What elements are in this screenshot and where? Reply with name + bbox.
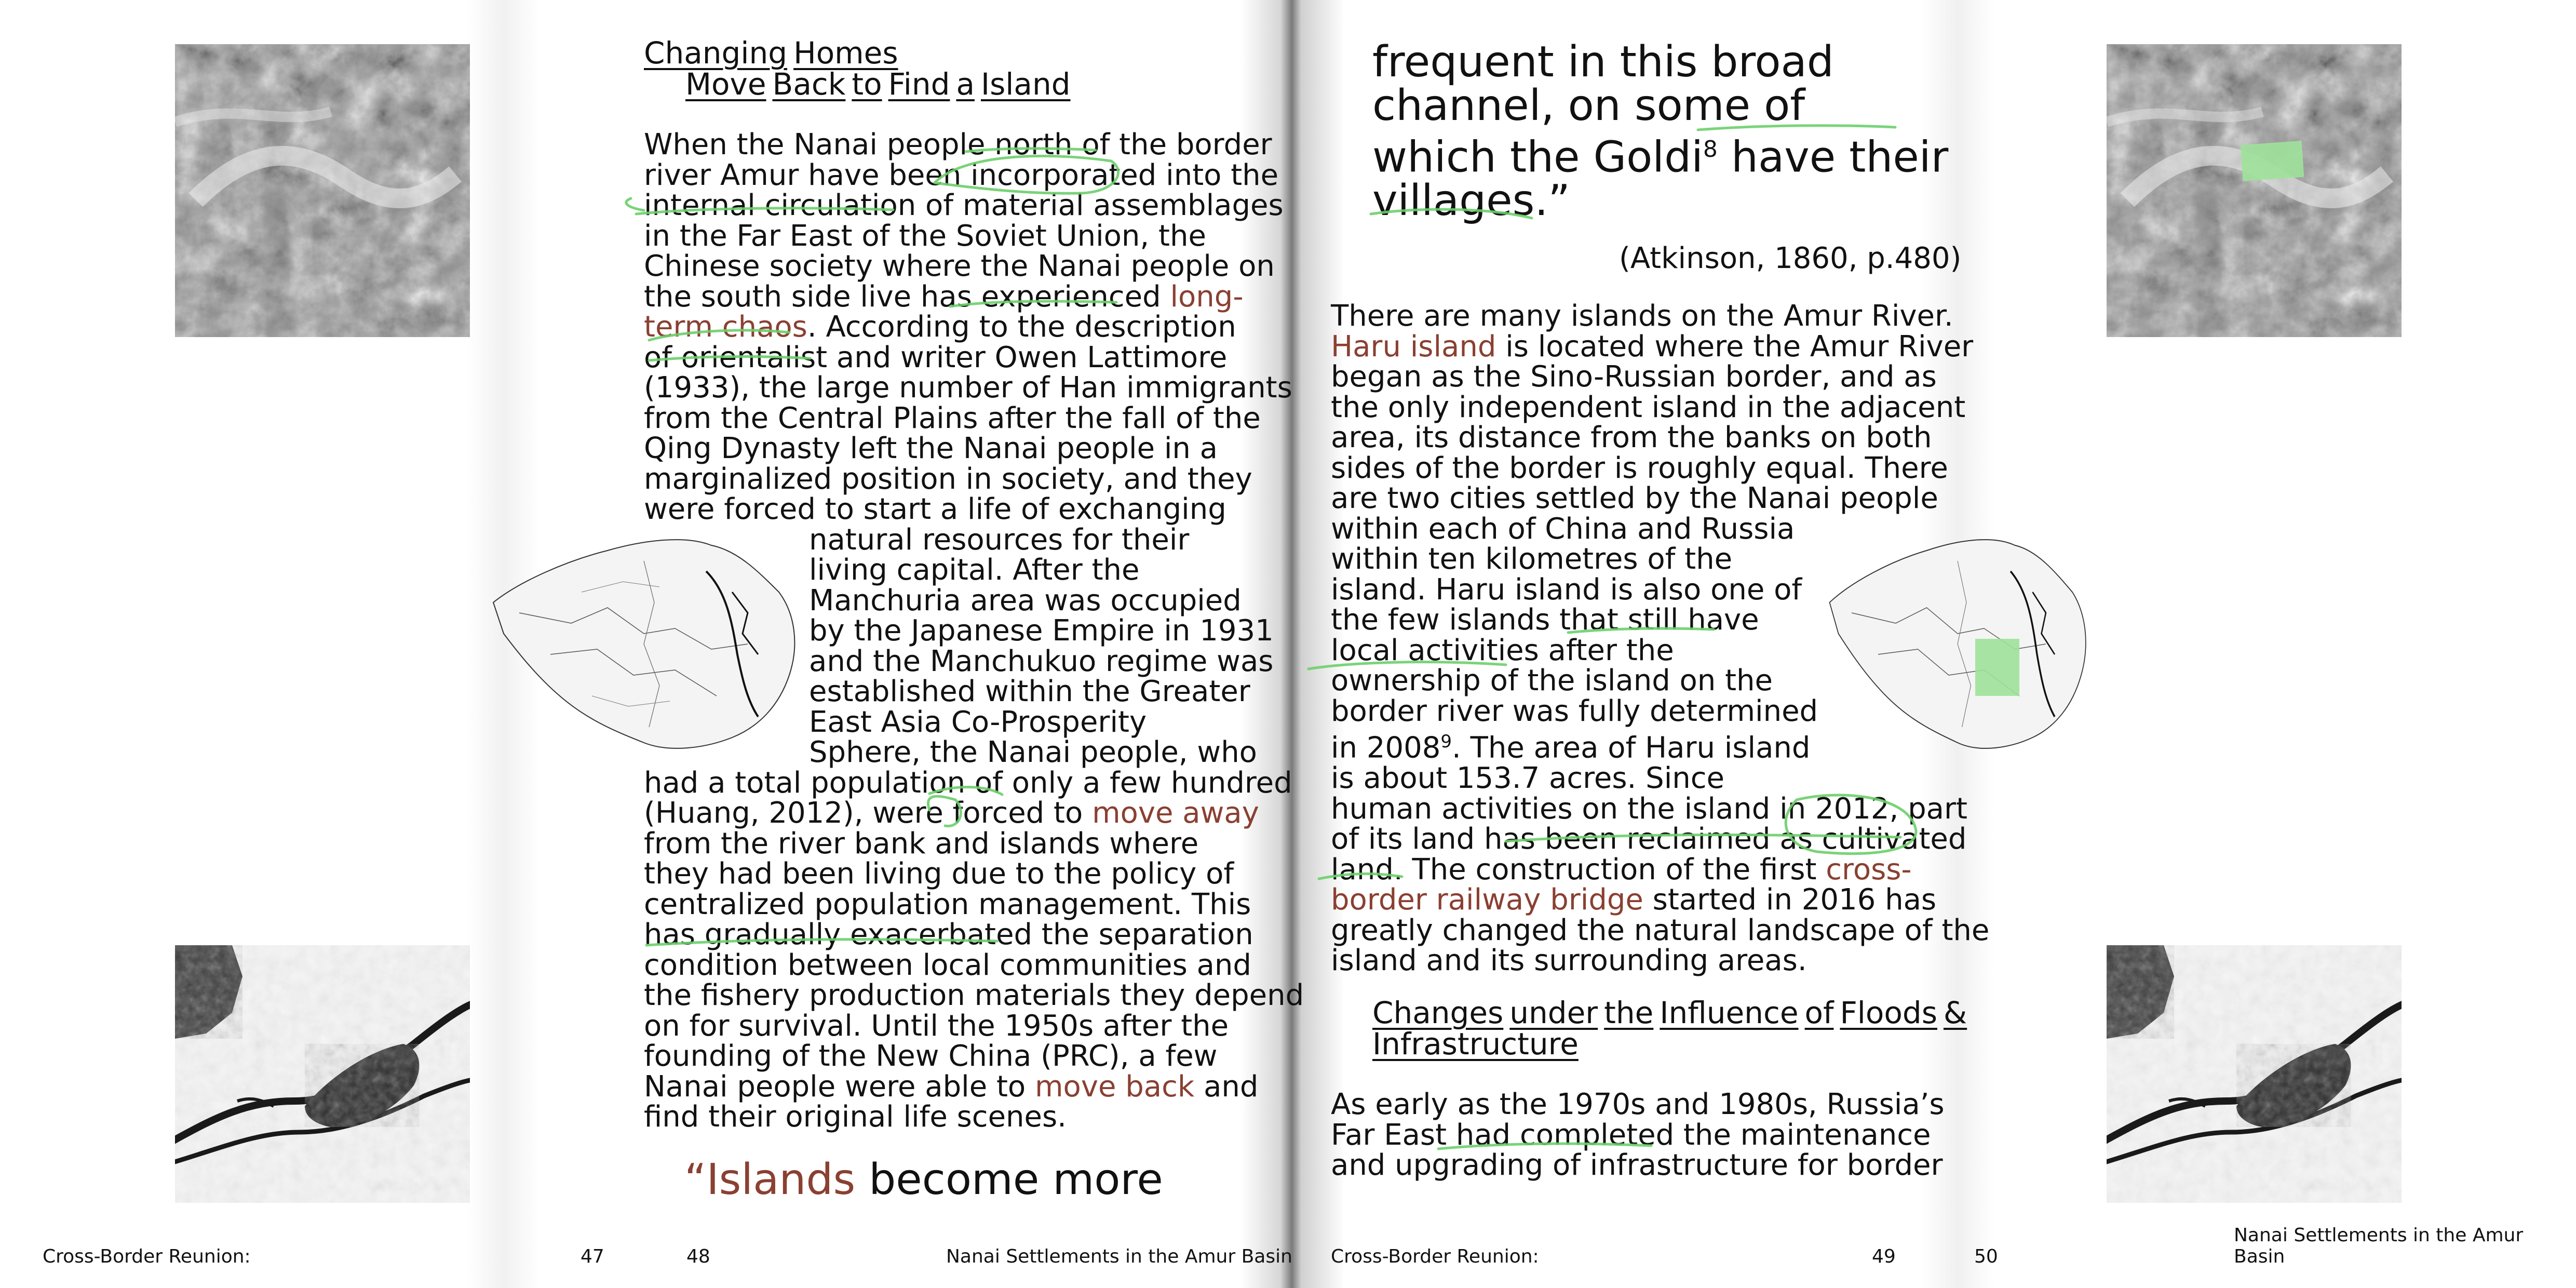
heading-word: under [1509, 995, 1598, 1030]
body-line: the few islands that still have [1331, 603, 1759, 637]
page48-body-text [644, 130, 1304, 1133]
body-text: in 2008 [1331, 731, 1441, 765]
river-map-bottom-right [2107, 945, 2402, 1203]
heading-word: Changing [644, 35, 788, 71]
satellite-texture-icon [2107, 44, 2402, 337]
heading-word: Move [685, 66, 766, 102]
highlight-term: move away [1092, 796, 1259, 830]
body-line: island. Haru island is also one of [1331, 572, 1802, 607]
highlight-term: term chaos [644, 310, 807, 344]
river-island-map-icon [2107, 945, 2402, 1203]
body-line: As early as the 1970s and 1980s, Russia’s [1331, 1088, 1945, 1121]
body-line: East Asia Co-Prosperity [809, 705, 1147, 739]
body-line [644, 312, 1304, 343]
body-line: of orientalist and writer Owen Lattimore [644, 340, 1228, 374]
heading-word: a [956, 66, 975, 102]
body-line: and the Manchukuo regime was [809, 644, 1274, 678]
body-line [1331, 727, 1989, 763]
body-text: Nanai people were able to [644, 1069, 1035, 1104]
body-line: Chinese society where the Nanai people on [644, 249, 1275, 283]
body-text: and [1194, 1069, 1259, 1104]
quote-line [1372, 128, 1949, 182]
body-line: on for survival. Until the 1950s after the [644, 1009, 1229, 1043]
body-text: land. The construction of the first [1331, 852, 1826, 887]
heading-word: Floods [1840, 995, 1937, 1030]
body-line: There are many islands on the Amur River. [1331, 299, 1953, 333]
body-line: of its land has been reclaimed as cultivated [1331, 822, 1967, 856]
body-line [644, 279, 1304, 314]
heading-word: Island [980, 66, 1071, 102]
body-line: local activities after the [1331, 633, 1674, 667]
quote-mark: “ [684, 1155, 707, 1204]
body-line: within each of China and Russia [1331, 512, 1795, 546]
section-heading-changing-homes [644, 37, 1077, 100]
body-line: and upgrading of infrastructure for border [1331, 1148, 1943, 1182]
highlight-term: Islands [706, 1155, 856, 1204]
body-line [1331, 329, 1989, 364]
heading-word: Back [772, 66, 846, 102]
body-line: Manchuria area was occupied [809, 583, 1242, 618]
body-line: were forced to start a life of exchanging [644, 492, 1226, 526]
pull-quote-continued [1372, 37, 1949, 226]
body-line: human activities on the island in 2012, part [1331, 791, 1967, 826]
body-line: from the Central Plains after the fall of the [644, 401, 1261, 435]
body-line: (1933), the large number of Han immigrants [644, 371, 1292, 405]
body-line: by the Japanese Empire in 1931 [809, 614, 1274, 648]
body-line: began as the Sino-Russian border, and as [1331, 360, 1937, 394]
highlight-term: Haru island [1331, 329, 1496, 364]
body-line: greatly changed the natural landscape of the [1331, 913, 1990, 947]
quote-line: frequent in this broad [1372, 37, 1834, 87]
indented-block [644, 522, 1304, 769]
body-text: . The area of Haru island [1452, 731, 1811, 765]
body-line: Sphere, the Nanai people, who [809, 735, 1257, 769]
heading-word: the [1604, 995, 1654, 1030]
citation: (Atkinson, 1860, p.480) [1619, 242, 1962, 275]
body-line: the only independent island in the adjacent [1331, 390, 1966, 424]
body-line: within ten kilometres of the [1331, 542, 1733, 576]
highlight-term: move back [1035, 1069, 1195, 1104]
quote-text: become more [855, 1155, 1163, 1204]
body-line [1331, 885, 1989, 916]
body-line: is about 153.7 acres. Since [1331, 761, 1724, 796]
body-text: (Huang, 2012), were forced to [644, 796, 1093, 830]
running-footer-title-p49: Cross-Border Reunion: [1331, 1246, 1539, 1267]
quote-text: which the Goldi [1372, 132, 1703, 182]
body-text: is located where the Amur River [1496, 329, 1974, 364]
heading-word: & [1943, 995, 1967, 1030]
body-line: are two cities settled by the Nanai people [1331, 481, 1938, 515]
body-line: has gradually exacerbated the separation [644, 918, 1253, 951]
body-line: sides of the border is roughly equal. There [1331, 451, 1948, 485]
heading-word: Find [888, 66, 950, 102]
body-line: ownership of the island on the [1331, 664, 1773, 697]
body-line: in the Far East of the Soviet Union, the [644, 219, 1206, 253]
heading-word: Influence [1660, 995, 1799, 1030]
body-line: find their original life scenes. [644, 1100, 1067, 1134]
body-line: border river was fully determined [1331, 694, 1818, 728]
river-island-map-icon [175, 945, 470, 1203]
body-line: founding of the New China (PRC), a few [644, 1039, 1218, 1073]
footnote-ref: 9 [1440, 731, 1452, 752]
page-number-47: 47 [581, 1246, 604, 1267]
body-line [1331, 852, 1989, 887]
body-line: When the Nanai people north of the border [644, 128, 1272, 162]
body-line: from the river bank and islands where [644, 826, 1199, 861]
body-line: established within the Greater [809, 675, 1250, 708]
satellite-image-top-left [175, 44, 470, 337]
body-text: started in 2016 has [1643, 883, 1937, 917]
body-line: area, its distance from the banks on both [1331, 421, 1932, 454]
heading-word: Infrastructure [1372, 1026, 1579, 1062]
footnote-ref: 8 [1703, 136, 1718, 163]
body-line: marginalized position in society, and they [644, 462, 1252, 496]
heading-word: to [852, 66, 882, 102]
river-map-bottom-left [175, 945, 470, 1203]
highlight-term: long- [1170, 279, 1244, 314]
body-line: Qing Dynasty left the Nanai people in a [644, 432, 1218, 465]
body-line [644, 798, 1304, 829]
page49-body-text-2 [1331, 1090, 1945, 1181]
satellite-texture-icon [175, 44, 470, 337]
body-line: internal circulation of material assemblages [644, 189, 1284, 222]
page-number-48: 48 [686, 1246, 710, 1267]
highlight-term: cross- [1826, 852, 1912, 887]
quote-text: have their [1717, 132, 1949, 182]
page-number-50: 50 [1974, 1246, 1998, 1267]
running-footer-title-p48: Nanai Settlements in the Amur Basin [946, 1246, 1292, 1267]
body-text: the south side live has experienced [644, 279, 1170, 314]
body-line: natural resources for their [809, 522, 1190, 557]
body-line: river Amur have been incorporated into the [644, 158, 1279, 192]
satellite-image-top-right [2107, 44, 2402, 337]
heading-word: Homes [793, 35, 898, 71]
body-line: had a total population of only a few hundred [644, 766, 1292, 800]
body-line: living capital. After the [809, 553, 1140, 587]
body-line: condition between local communities and [644, 948, 1251, 982]
body-line: island and its surrounding areas. [1331, 944, 1807, 978]
quote-line: channel, on some of [1372, 81, 1805, 130]
page49-body-text [1331, 301, 1989, 976]
body-line: centralized population management. This [644, 887, 1251, 921]
heading-word: of [1804, 995, 1834, 1030]
body-line: Far East had completed the maintenance [1331, 1118, 1931, 1152]
heading-word: Changes [1372, 995, 1504, 1030]
quote-line: villages.” [1372, 176, 1570, 226]
running-footer-title-p50: Nanai Settlements in the Amur Basin [2234, 1225, 2524, 1267]
page-number-49: 49 [1872, 1246, 1896, 1267]
body-line [644, 1069, 1304, 1104]
body-line: they had been living due to the policy of [644, 857, 1234, 891]
pull-quote-start [684, 1155, 1163, 1204]
body-line: the fishery production materials they depend [644, 978, 1304, 1012]
section-heading-floods-infrastructure [1372, 995, 1973, 1062]
body-text: . According to the description [807, 310, 1236, 344]
running-footer-title-p47: Cross-Border Reunion: [43, 1246, 251, 1267]
highlight-term: border railway bridge [1331, 883, 1643, 917]
